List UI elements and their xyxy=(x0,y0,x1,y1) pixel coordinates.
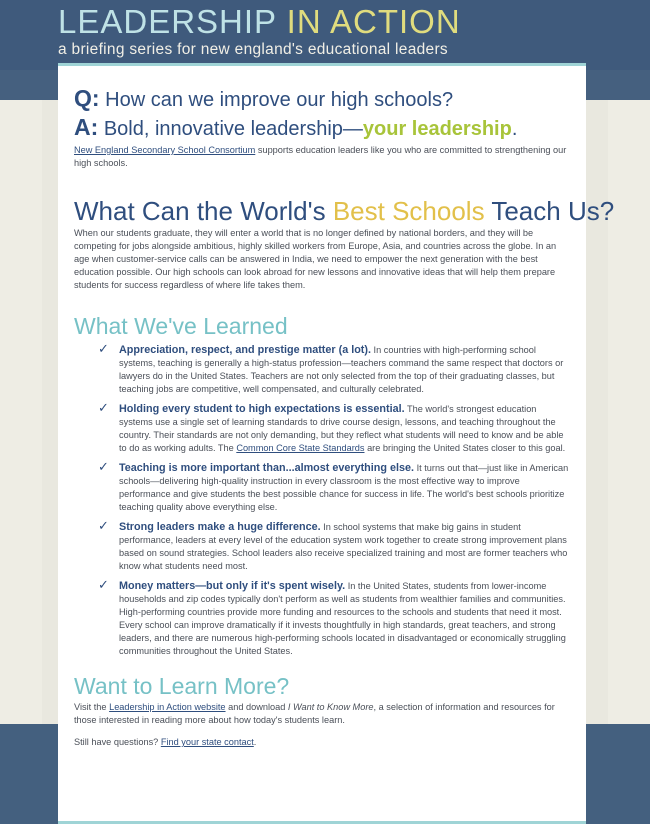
check-icon: ✓ xyxy=(98,459,109,474)
brand-tagline: a briefing series for new england's educational leaders xyxy=(58,41,448,58)
learned-item-text-after: are bringing the United States closer to this goal. xyxy=(367,443,566,453)
learned-item xyxy=(98,577,570,658)
brand-title-part1: LEADERSHIP xyxy=(58,3,277,40)
learned-heading: What We've Learned xyxy=(74,313,288,339)
q-label: Q: xyxy=(74,85,100,111)
left-margin xyxy=(0,100,42,724)
consortium-paragraph xyxy=(74,144,570,170)
learned-item-lead: Holding every student to high expectations is essential. xyxy=(119,403,405,415)
website-link[interactable]: Leadership in Action website xyxy=(109,702,226,712)
learned-item-text: In school systems that make big gains in student performance, leaders at every level of the education system work together to create strong improvement plans based on sound strategies. School leaders also receive specialized training and most are former teachers who know what students need most. xyxy=(119,522,568,571)
check-icon: ✓ xyxy=(98,518,109,533)
learn-more-heading: Want to Learn More? xyxy=(74,673,290,699)
learned-item-text: In countries with high-performing school systems, teaching is generally a high-status profession—teachers command the same respect that doctors or lawyers do in the United States. Teachers are not only selected from the top of their graduating classes, but teaching jobs are competitive, well compensated, and culturally celebrated. xyxy=(119,345,564,394)
learned-item-text: In the United States, students from lower-income households and zip codes typically don't perform as well as students from wealthier families and communities. High-performing countries provide more funding and resources to the schools and students that need it most. Every school can improve dramatically if it invests thoughtfully in high standards, great teachers, and strong leaders, and there are numerous high-performing schools located in disadvantaged or economically struggling communities throughout the United States. xyxy=(119,581,566,656)
answer-highlight: your leadership xyxy=(362,118,512,140)
learn-more-download: and download xyxy=(228,702,286,712)
question-text: How can we improve our high schools? xyxy=(105,89,454,111)
learned-item-lead: Teaching is more important than...almost everything else. xyxy=(119,462,414,474)
content-card xyxy=(58,63,615,824)
answer-end: . xyxy=(511,118,518,140)
check-icon: ✓ xyxy=(98,577,109,592)
best-schools-heading xyxy=(74,196,615,226)
consortium-link[interactable]: New England Secondary School Consortium xyxy=(74,145,256,155)
masthead xyxy=(58,4,461,59)
state-contact-link[interactable]: Find your state contact xyxy=(160,737,254,747)
best-schools-heading-highlight: Best Schools xyxy=(332,196,485,226)
best-schools-heading-part1: What Can the World's xyxy=(74,196,326,226)
learned-item xyxy=(98,518,570,573)
brand-title xyxy=(58,4,461,40)
learned-item-lead: Money matters—but only if it's spent wisely. xyxy=(119,580,346,592)
learned-item xyxy=(98,400,570,455)
questions-text: Still have questions? xyxy=(74,737,159,747)
question-line xyxy=(74,86,570,113)
learn-more-visit: Visit the xyxy=(74,702,107,712)
learned-item xyxy=(98,459,570,514)
right-margin xyxy=(608,100,650,724)
learn-more-rest: , a selection of information and resources for those interested in reading more about how today's students learn. xyxy=(74,702,555,725)
learned-item-text: The world's strongest education systems use a single set of learning standards to drive course design, lessons, and teaching throughout the country. Their standards are not only demanding, but they reflect what students will need to know and be able to do as working adults. The xyxy=(119,404,564,453)
a-label: A: xyxy=(74,114,99,140)
learn-more-paragraph xyxy=(74,701,570,727)
check-icon: ✓ xyxy=(98,400,109,415)
check-icon: ✓ xyxy=(98,341,109,356)
answer-text: Bold, innovative leadership— xyxy=(103,118,363,140)
best-schools-body: When our students graduate, they will enter a world that is no longer defined by national borders, and they will be competing for jobs alongside ambitious, highly skilled workers from Europe, Asia, and countries across the globe. In an age when customer-service calls can be answered in India, we need to empower the next generation with the best education possible. Our high schools can look abroad for new lessons and innovative ideas that will help them prepare students for success regardless of where life takes them. xyxy=(74,228,557,290)
document-title: I Want to Know More xyxy=(287,702,374,712)
learned-list xyxy=(74,341,570,658)
learned-item-lead: Appreciation, respect, and prestige matter (a lot). xyxy=(119,344,371,356)
learned-item-text: It turns out that—just like in American schools—delivering high-quality instruction in every classroom is the most effective way to improve performance and give students the best possible chance for success in life. The world's best schools prioritize teaching quality above everything else. xyxy=(119,463,569,512)
best-schools-heading-part2: Teach Us? xyxy=(491,196,615,226)
learned-item-lead: Strong leaders make a huge difference. xyxy=(119,521,321,533)
common-core-link[interactable]: Common Core State Standards xyxy=(236,443,365,453)
questions-paragraph xyxy=(74,736,570,749)
answer-line xyxy=(74,115,570,142)
brand-title-part2: IN ACTION xyxy=(286,3,461,40)
consortium-text: supports education leaders like you who are committed to strengthening our high schools. xyxy=(74,145,567,168)
contact-end: . xyxy=(253,737,257,747)
learned-item xyxy=(98,341,570,396)
